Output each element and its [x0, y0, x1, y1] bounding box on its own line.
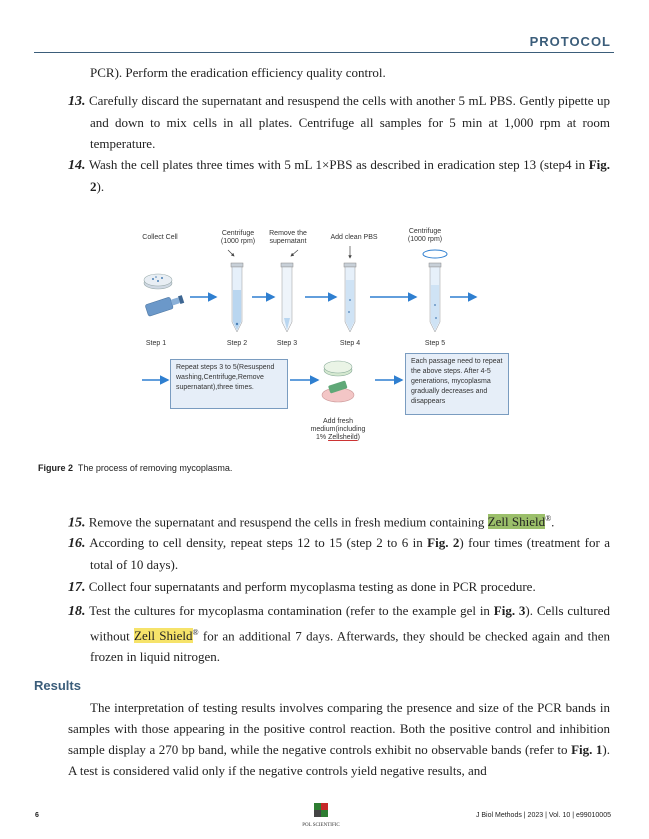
repeat-steps-box: Repeat steps 3 to 5(Resuspend washing,Centrifuge,Remove supernatant),three times.	[170, 359, 288, 409]
results-heading: Results	[34, 678, 81, 693]
label-centrifuge-2: Centrifuge (1000 rpm)	[407, 228, 443, 243]
label-add-pbs: Add clean PBS	[330, 234, 378, 241]
figure-illustration	[100, 220, 530, 450]
step-text-end: for an additional 7 days. Afterwards, they should be checked again and then frozen in liquid nitrogen.	[90, 628, 610, 665]
step-text: Collect four supernatants and perform mycoplasma testing as done in PCR procedure.	[88, 579, 536, 594]
publisher-logo	[301, 803, 341, 828]
figure-link[interactable]: Fig. 3	[493, 603, 526, 618]
add-medium-line2: medium(including	[310, 426, 366, 433]
tube-step5	[423, 250, 447, 332]
step-label-4: Step 4	[339, 340, 361, 347]
passage-box: Each passage need to repeat the above steps. After 4-5 generations, mycoplasma gradually decreases and disappears	[405, 353, 509, 415]
add-medium-label	[298, 418, 378, 442]
step-number: 15.	[68, 515, 86, 531]
results-text-end: ). A test is considered valid only if the negative controls yield negative results, and	[68, 742, 610, 778]
add-medium-line1: Add fresh	[323, 418, 353, 425]
step-number: 13.	[68, 94, 86, 109]
step-13	[68, 90, 610, 154]
header-title: PROTOCOL	[529, 34, 611, 49]
step-18	[68, 600, 610, 667]
step-text-end: .	[551, 514, 555, 530]
step-15	[68, 508, 610, 533]
step-label-2: Step 2	[226, 340, 248, 347]
step-label-5: Step 5	[424, 340, 446, 347]
step-number: 14.	[68, 158, 86, 173]
step-14	[68, 154, 610, 197]
step-number: 16.	[68, 536, 86, 551]
intro-text: PCR). Perform the eradication efficiency quality control.	[90, 65, 386, 80]
step-text: Test the cultures for mycoplasma contamination (refer to the example gel in	[89, 603, 494, 618]
tube-step4	[344, 263, 356, 332]
step-text: According to cell density, repeat steps 12 to 15 (step 2 to 6 in	[89, 535, 428, 550]
step-16	[68, 532, 610, 575]
step-label-3: Step 3	[276, 340, 298, 347]
step-text: Remove the supernatant and resuspend the cells in fresh medium containing	[88, 514, 488, 530]
header-rule	[34, 52, 614, 53]
step-number: 18.	[68, 604, 86, 619]
caption-label: Figure 2	[38, 463, 74, 473]
tube-step3	[281, 263, 293, 332]
figure-link[interactable]: Fig. 2	[90, 157, 610, 194]
step-text-mid: ). Cells cultured without	[90, 603, 610, 644]
product-highlight: Zell Shield	[487, 514, 546, 530]
figure-caption	[38, 463, 232, 473]
journal-citation: J Biol Methods | 2023 | Vol. 10 | e99010005	[475, 812, 611, 819]
figure-link[interactable]: Fig. 2	[427, 535, 460, 550]
figure-link[interactable]: Fig. 1	[571, 742, 603, 757]
label-collect-cell: Collect Cell	[142, 234, 178, 241]
label-centrifuge-1: Centrifuge (1000 rpm)	[220, 230, 256, 245]
add-medium-close: )	[357, 434, 360, 441]
step-text: Wash the cell plates three times with 5 mL 1×PBS as described in eradication step 13 (step4 in	[88, 157, 589, 172]
registered-mark: ®	[192, 628, 199, 637]
step-number: 17.	[68, 580, 86, 595]
page-number: 6	[35, 812, 39, 819]
caption-text: The process of removing mycoplasma.	[77, 463, 233, 473]
step-17	[68, 576, 610, 598]
results-text: The interpretation of testing results involves comparing the presence and size of the PCR bands in samples with those appearing in the positive control reaction. Both the positive control and inhibition sample display a 270 bp band, while the negative controls exhibit no observable bands (refer to	[68, 700, 610, 757]
add-medium-name: Zellsheild	[328, 434, 358, 441]
product-highlight: Zell Shield	[134, 628, 193, 644]
publisher-name: POL SCIENTIFIC	[302, 823, 340, 828]
publisher-logo-icon	[314, 803, 328, 817]
add-medium-pct: 1%	[316, 434, 329, 441]
label-remove-supernatant: Remove the supernatant	[269, 230, 307, 245]
step-label-1: Step 1	[145, 340, 167, 347]
step-text-end: ).	[96, 179, 105, 194]
figure-2	[100, 220, 530, 450]
tube-step2	[231, 263, 243, 332]
results-paragraph	[68, 697, 610, 781]
step-text: Carefully discard the supernatant and resuspend the cells with another 5 mL PBS. Gently pipette up and down to mix cells in all plates. Centrifuge all samples for 5 min at 1,000 rpm at room temperature.	[88, 93, 611, 151]
registered-mark: ®	[545, 514, 552, 523]
step-text-end: ) four times (treatment for a total of 10 days).	[90, 535, 610, 572]
